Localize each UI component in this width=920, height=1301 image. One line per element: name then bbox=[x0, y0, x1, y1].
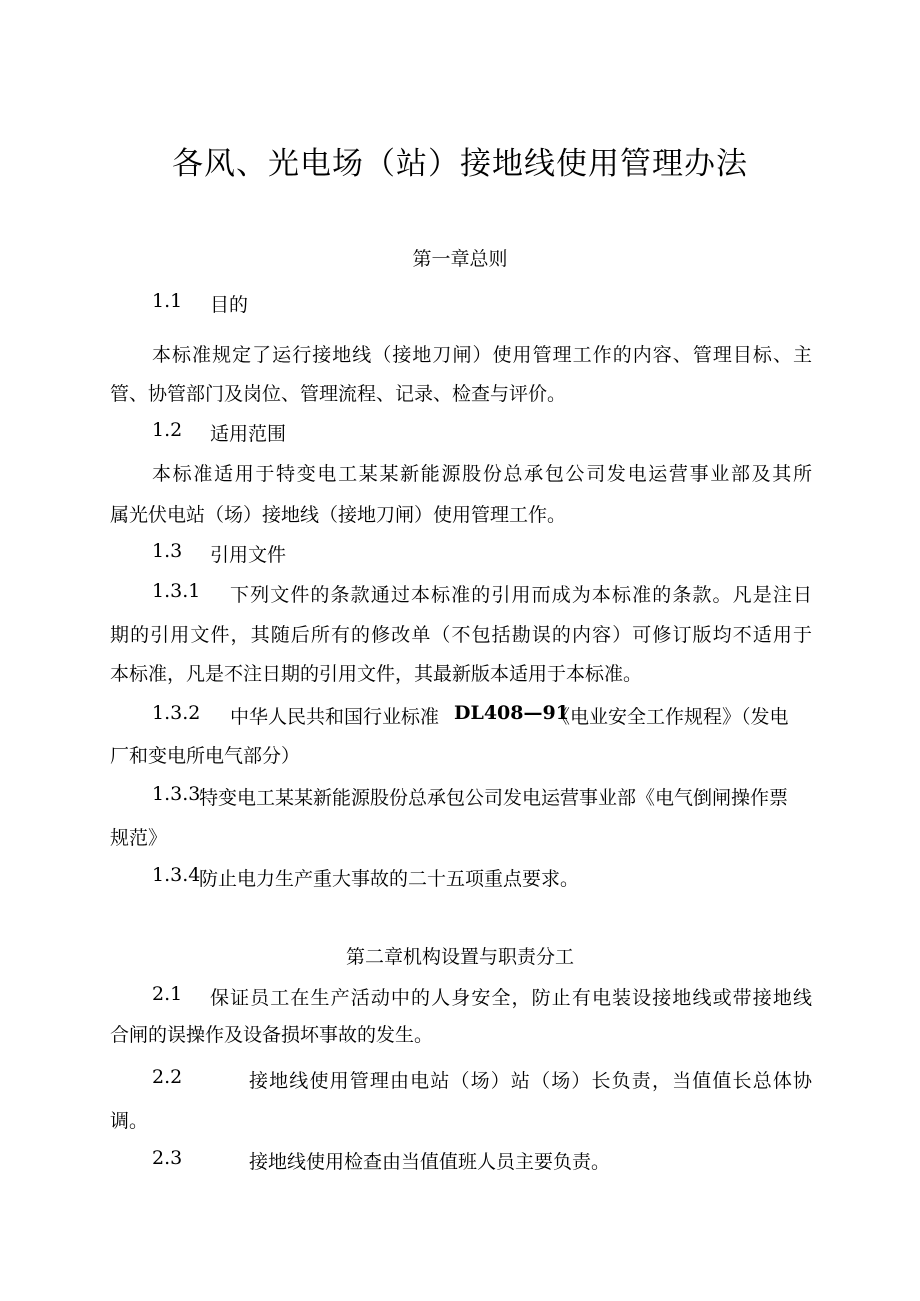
section-1-3-4-number: 1.3.4 bbox=[152, 864, 201, 886]
section-2-2-line-2: 调。 bbox=[110, 1110, 149, 1132]
section-2-3-text: 接地线使用检查由当值值班人员主要负责。 bbox=[249, 1151, 611, 1173]
standard-code: DL408—91 bbox=[454, 702, 569, 724]
page-title: 各风、光电场（站）接地线使用管理办法 bbox=[172, 146, 748, 182]
section-2-2-line-1: 接地线使用管理由电站（场）站（场）长负责，当值值长总体协 bbox=[249, 1070, 812, 1092]
section-1-3-1-line-3: 本标准，凡是不注日期的引用文件，其最新版本适用于本标准。 bbox=[110, 663, 643, 685]
paragraph-2-line-1: 本标准适用于特变电工某某新能源股份总承包公司发电运营事业部及其所 bbox=[152, 463, 812, 485]
section-1-2-number: 1.2 bbox=[152, 419, 183, 441]
section-1-1-number: 1.1 bbox=[152, 290, 183, 312]
paragraph-1-line-1: 本标准规定了运行接地线（接地刀闸）使用管理工作的内容、管理目标、主 bbox=[152, 344, 812, 366]
section-2-1-number: 2.1 bbox=[152, 983, 183, 1005]
section-1-1-label: 目的 bbox=[210, 294, 249, 316]
section-1-3-1-number: 1.3.1 bbox=[152, 580, 201, 602]
paragraph-2-line-2: 属光伏电站（场）接地线（接地刀闸）使用管理工作。 bbox=[110, 504, 567, 526]
section-1-3-3-number: 1.3.3 bbox=[152, 783, 201, 805]
section-1-3-number: 1.3 bbox=[152, 540, 183, 562]
section-1-3-2-number: 1.3.2 bbox=[152, 702, 201, 724]
chapter-1-heading: 第一章总则 bbox=[412, 248, 508, 270]
section-1-3-3-line-2: 规范》 bbox=[110, 827, 168, 849]
section-1-3-1-line-1: 下列文件的条款通过本标准的引用而成为本标准的条款。凡是注日 bbox=[230, 584, 812, 606]
section-1-2-label: 适用范围 bbox=[210, 423, 287, 445]
section-2-1-line-1: 保证员工在生产活动中的人身安全，防止有电装设接地线或带接地线 bbox=[210, 987, 812, 1009]
paragraph-1-line-2: 管、协管部门及岗位、管理流程、记录、检查与评价。 bbox=[110, 383, 567, 405]
chapter-2-heading: 第二章机构设置与职责分工 bbox=[345, 946, 574, 968]
section-1-3-label: 引用文件 bbox=[210, 544, 287, 566]
section-1-3-2-line-1a: 中华人民共和国行业标准 bbox=[230, 706, 440, 728]
section-1-3-2-line-2: 厂和变电所电气部分） bbox=[110, 745, 301, 767]
section-2-3-number: 2.3 bbox=[152, 1147, 183, 1169]
section-2-1-line-2: 合闸的误操作及设备损坏事故的发生。 bbox=[110, 1024, 434, 1046]
section-1-3-1-line-2: 期的引用文件，其随后所有的修改单（不包括勘误的内容）可修订版均不适用于 bbox=[110, 624, 812, 646]
section-1-3-4-text: 防止电力生产重大事故的二十五项重点要求。 bbox=[199, 868, 580, 890]
section-1-3-3-line-1: 特变电工某某新能源股份总承包公司发电运营事业部《电气倒闸操作票 bbox=[199, 787, 789, 809]
section-2-2-number: 2.2 bbox=[152, 1066, 183, 1088]
section-1-3-2-line-1b: 《电业安全工作规程》（发电 bbox=[551, 706, 789, 728]
